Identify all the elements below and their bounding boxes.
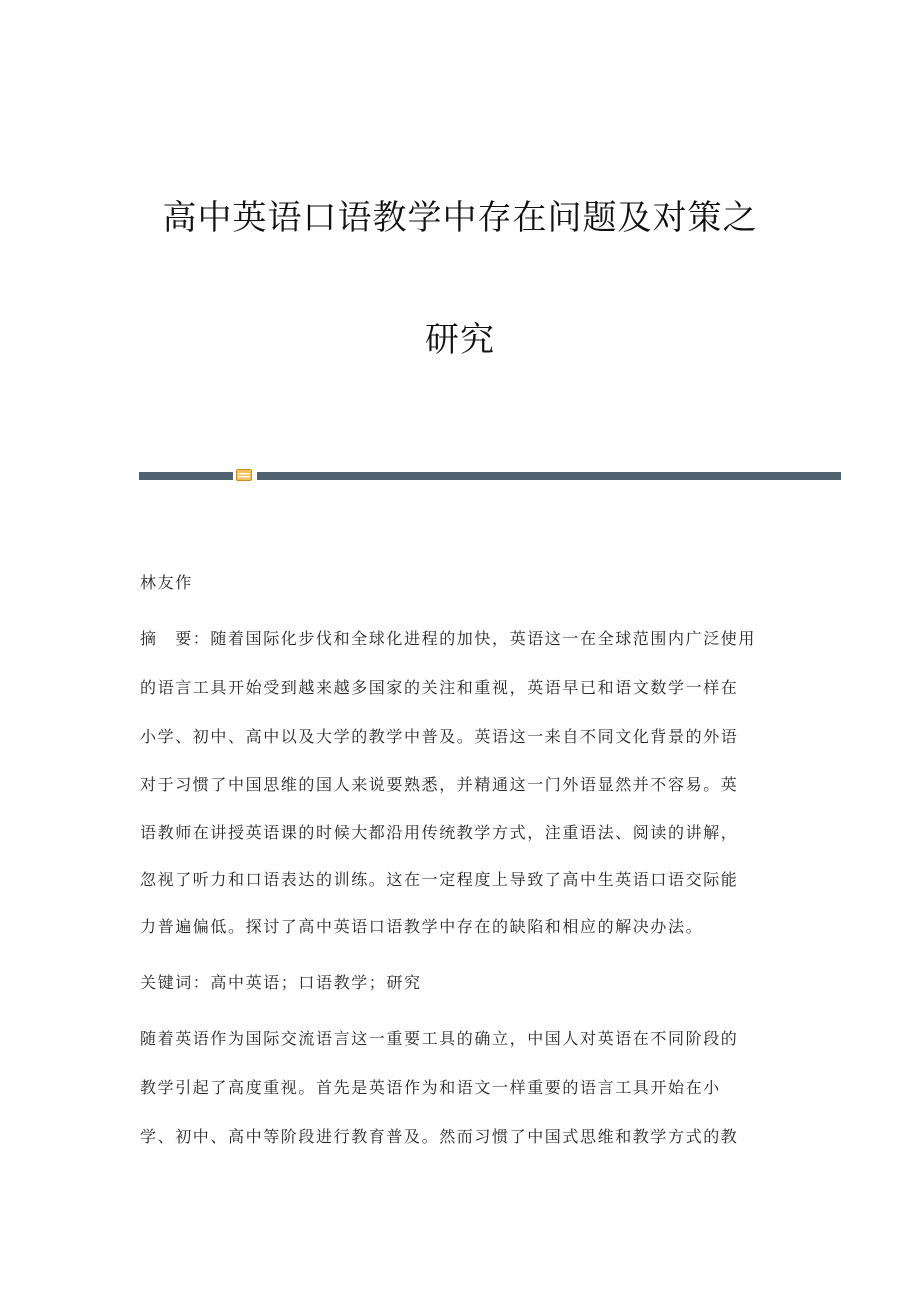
body-line: 学、初中、高中等阶段进行教育普及。然而习惯了中国式思维和教学方式的教 [140, 1127, 739, 1146]
keywords-line: 关键词：高中英语；口语教学；研究 [140, 973, 422, 992]
body-line: 随着英语作为国际交流语言这一重要工具的确立，中国人对英语在不同阶段的 [140, 1029, 739, 1048]
abstract-line: 摘 要：随着国际化步伐和全球化进程的加快，英语这一在全球范围内广泛使用 [140, 629, 757, 648]
abstract-line: 小学、初中、高中以及大学的教学中普及。英语这一来自不同文化背景的外语 [140, 727, 739, 746]
document-title-line-1: 高中英语口语教学中存在问题及对策之 [162, 198, 758, 238]
envelope-icon [236, 469, 252, 481]
abstract-line: 的语言工具开始受到越来越多国家的关注和重视，英语早已和语文数学一样在 [140, 678, 739, 697]
abstract-line: 语教师在讲授英语课的时候大都沿用传统教学方式，注重语法、阅读的讲解， [140, 823, 739, 842]
abstract-line: 力普遍偏低。探讨了高中英语口语教学中存在的缺陷和相应的解决办法。 [140, 917, 704, 936]
document-title-line-2: 研究 [425, 320, 495, 360]
body-line: 教学引起了高度重视。首先是英语作为和语文一样重要的语言工具开始在小 [140, 1078, 721, 1097]
title-divider [139, 468, 841, 482]
abstract-line: 对于习惯了中国思维的国人来说要熟悉，并精通这一门外语显然并不容易。英 [140, 775, 739, 794]
divider-bar-right [257, 472, 841, 480]
abstract-line: 忽视了听力和口语表达的训练。这在一定程度上导致了高中生英语口语交际能 [140, 870, 739, 889]
divider-bar-left [139, 472, 233, 480]
author-name: 林友作 [140, 573, 193, 592]
